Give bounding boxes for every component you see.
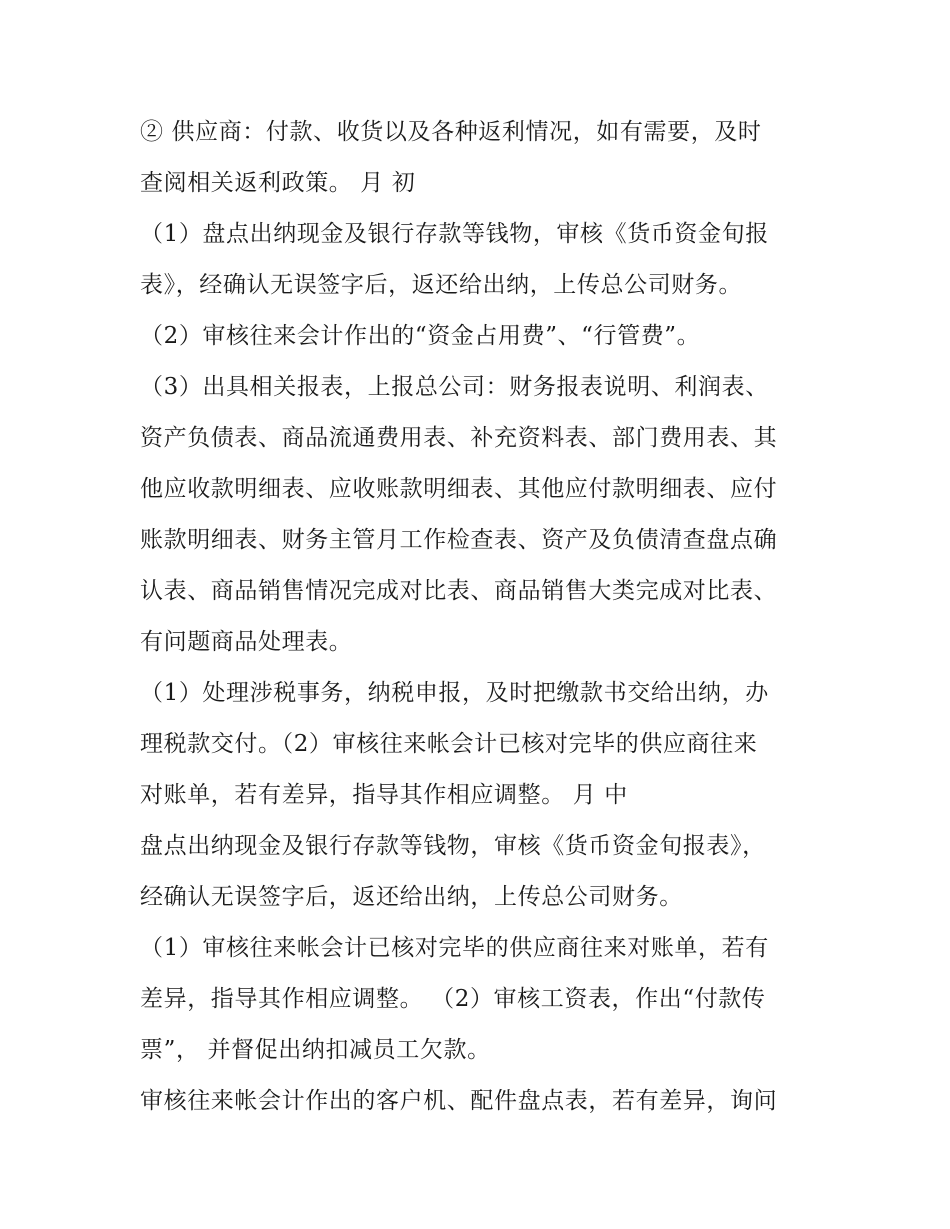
text-line: 盘点出纳现金及银行存款等钱物，审核《货币资金旬报表》， [140,833,766,859]
text-line: 理税款交付。（2）审核往来帐会计已核对完毕的供应商往来 [140,731,758,757]
document-body [140,107,812,1127]
text-line: 差异，指导其作相应调整。 （2）审核工资表，作出“付款传 [140,986,766,1012]
text-line: 资产负债表、商品流通费用表、补充资料表、部门费用表、其 [140,425,778,451]
text-line: （1）盘点出纳现金及银行存款等钱物，审核《货币资金旬报 [140,221,769,247]
text-line: 审核往来帐会计作出的客户机、配件盘点表，若有差异，询问 [140,1088,778,1114]
text-line: 他应收款明细表、应收账款明细表、其他应付款明细表、应付 [140,476,778,502]
text-line: （1）处理涉税事务，纳税申报，及时把缴款书交给出纳，办 [140,680,769,706]
text-line: 有问题商品处理表。 [140,629,353,655]
text-line: 账款明细表、财务主管月工作检查表、资产及负债清查盘点确 [140,527,778,553]
text-line: （3）出具相关报表，上报总公司：财务报表说明、利润表、 [140,374,769,400]
text-line: 查阅相关返利政策。 月 初 [140,170,416,196]
text-line: 票”， 并督促出纳扣减员工欠款。 [140,1037,491,1063]
text-line: （2）审核往来会计作出的“资金占用费”、“行管费”。 [140,323,701,349]
text-line: 经确认无误签字后，返还给出纳，上传总公司财务。 [140,884,683,910]
text-line: ② 供应商：付款、收货以及各种返利情况，如有需要，及时 [140,119,762,145]
text-line: 认表、商品销售情况完成对比表、商品销售大类完成对比表、 [140,578,778,604]
text-line: 对账单，若有差异，指导其作相应调整。 月 中 [140,782,628,808]
text-line: 表》，经确认无误签字后，返还给出纳，上传总公司财务。 [140,272,743,298]
text-line: （1）审核往来帐会计已核对完毕的供应商往来对账单，若有 [140,935,769,961]
